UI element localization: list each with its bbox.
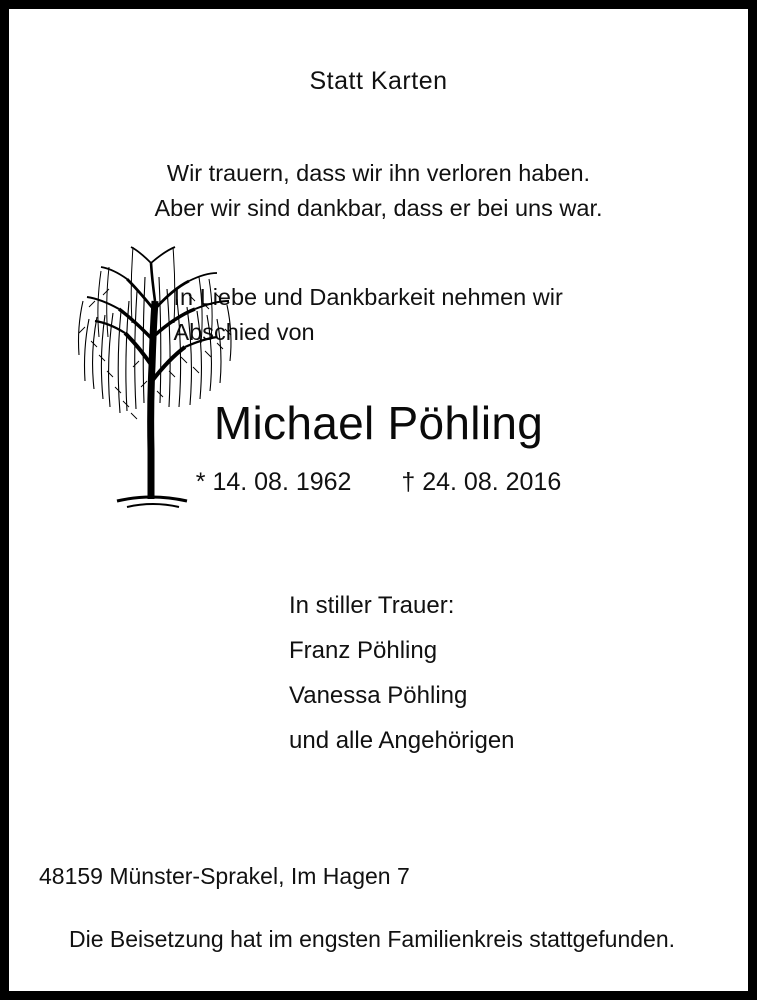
intro-line-1: In Liebe und Dankbarkeit nehmen wir xyxy=(173,284,563,310)
mourner-3: und alle Angehörigen xyxy=(289,727,515,754)
mourners-block xyxy=(11,583,746,763)
mourner-1: Franz Pöhling xyxy=(289,637,438,664)
funeral-note: Die Beisetzung hat im engsten Familienkreis stattgefunden. xyxy=(69,926,675,952)
address-line: 48159 Münster-Sprakel, Im Hagen 7 xyxy=(39,863,410,889)
obituary-inner xyxy=(9,9,748,991)
footer-block xyxy=(11,863,746,953)
deceased-name: Michael Pöhling xyxy=(213,397,544,449)
intro-line-2: Abschied von xyxy=(173,319,315,345)
birth-symbol: * xyxy=(195,468,206,496)
verse-line-2: Aber wir sind dankbar, dass er bei uns war. xyxy=(154,195,603,221)
verse-line-1: Wir trauern, dass wir ihn verloren haben. xyxy=(166,160,591,186)
mourners-label: In stiller Trauer: xyxy=(289,592,455,619)
page-title: Statt Karten xyxy=(309,67,448,95)
weeping-willow-tree-icon xyxy=(39,151,269,511)
death-symbol: † xyxy=(401,468,416,496)
mourner-2: Vanessa Pöhling xyxy=(289,682,468,709)
death-date: 24. 08. 2016 xyxy=(422,468,562,496)
birth-date: 14. 08. 1962 xyxy=(212,468,352,496)
